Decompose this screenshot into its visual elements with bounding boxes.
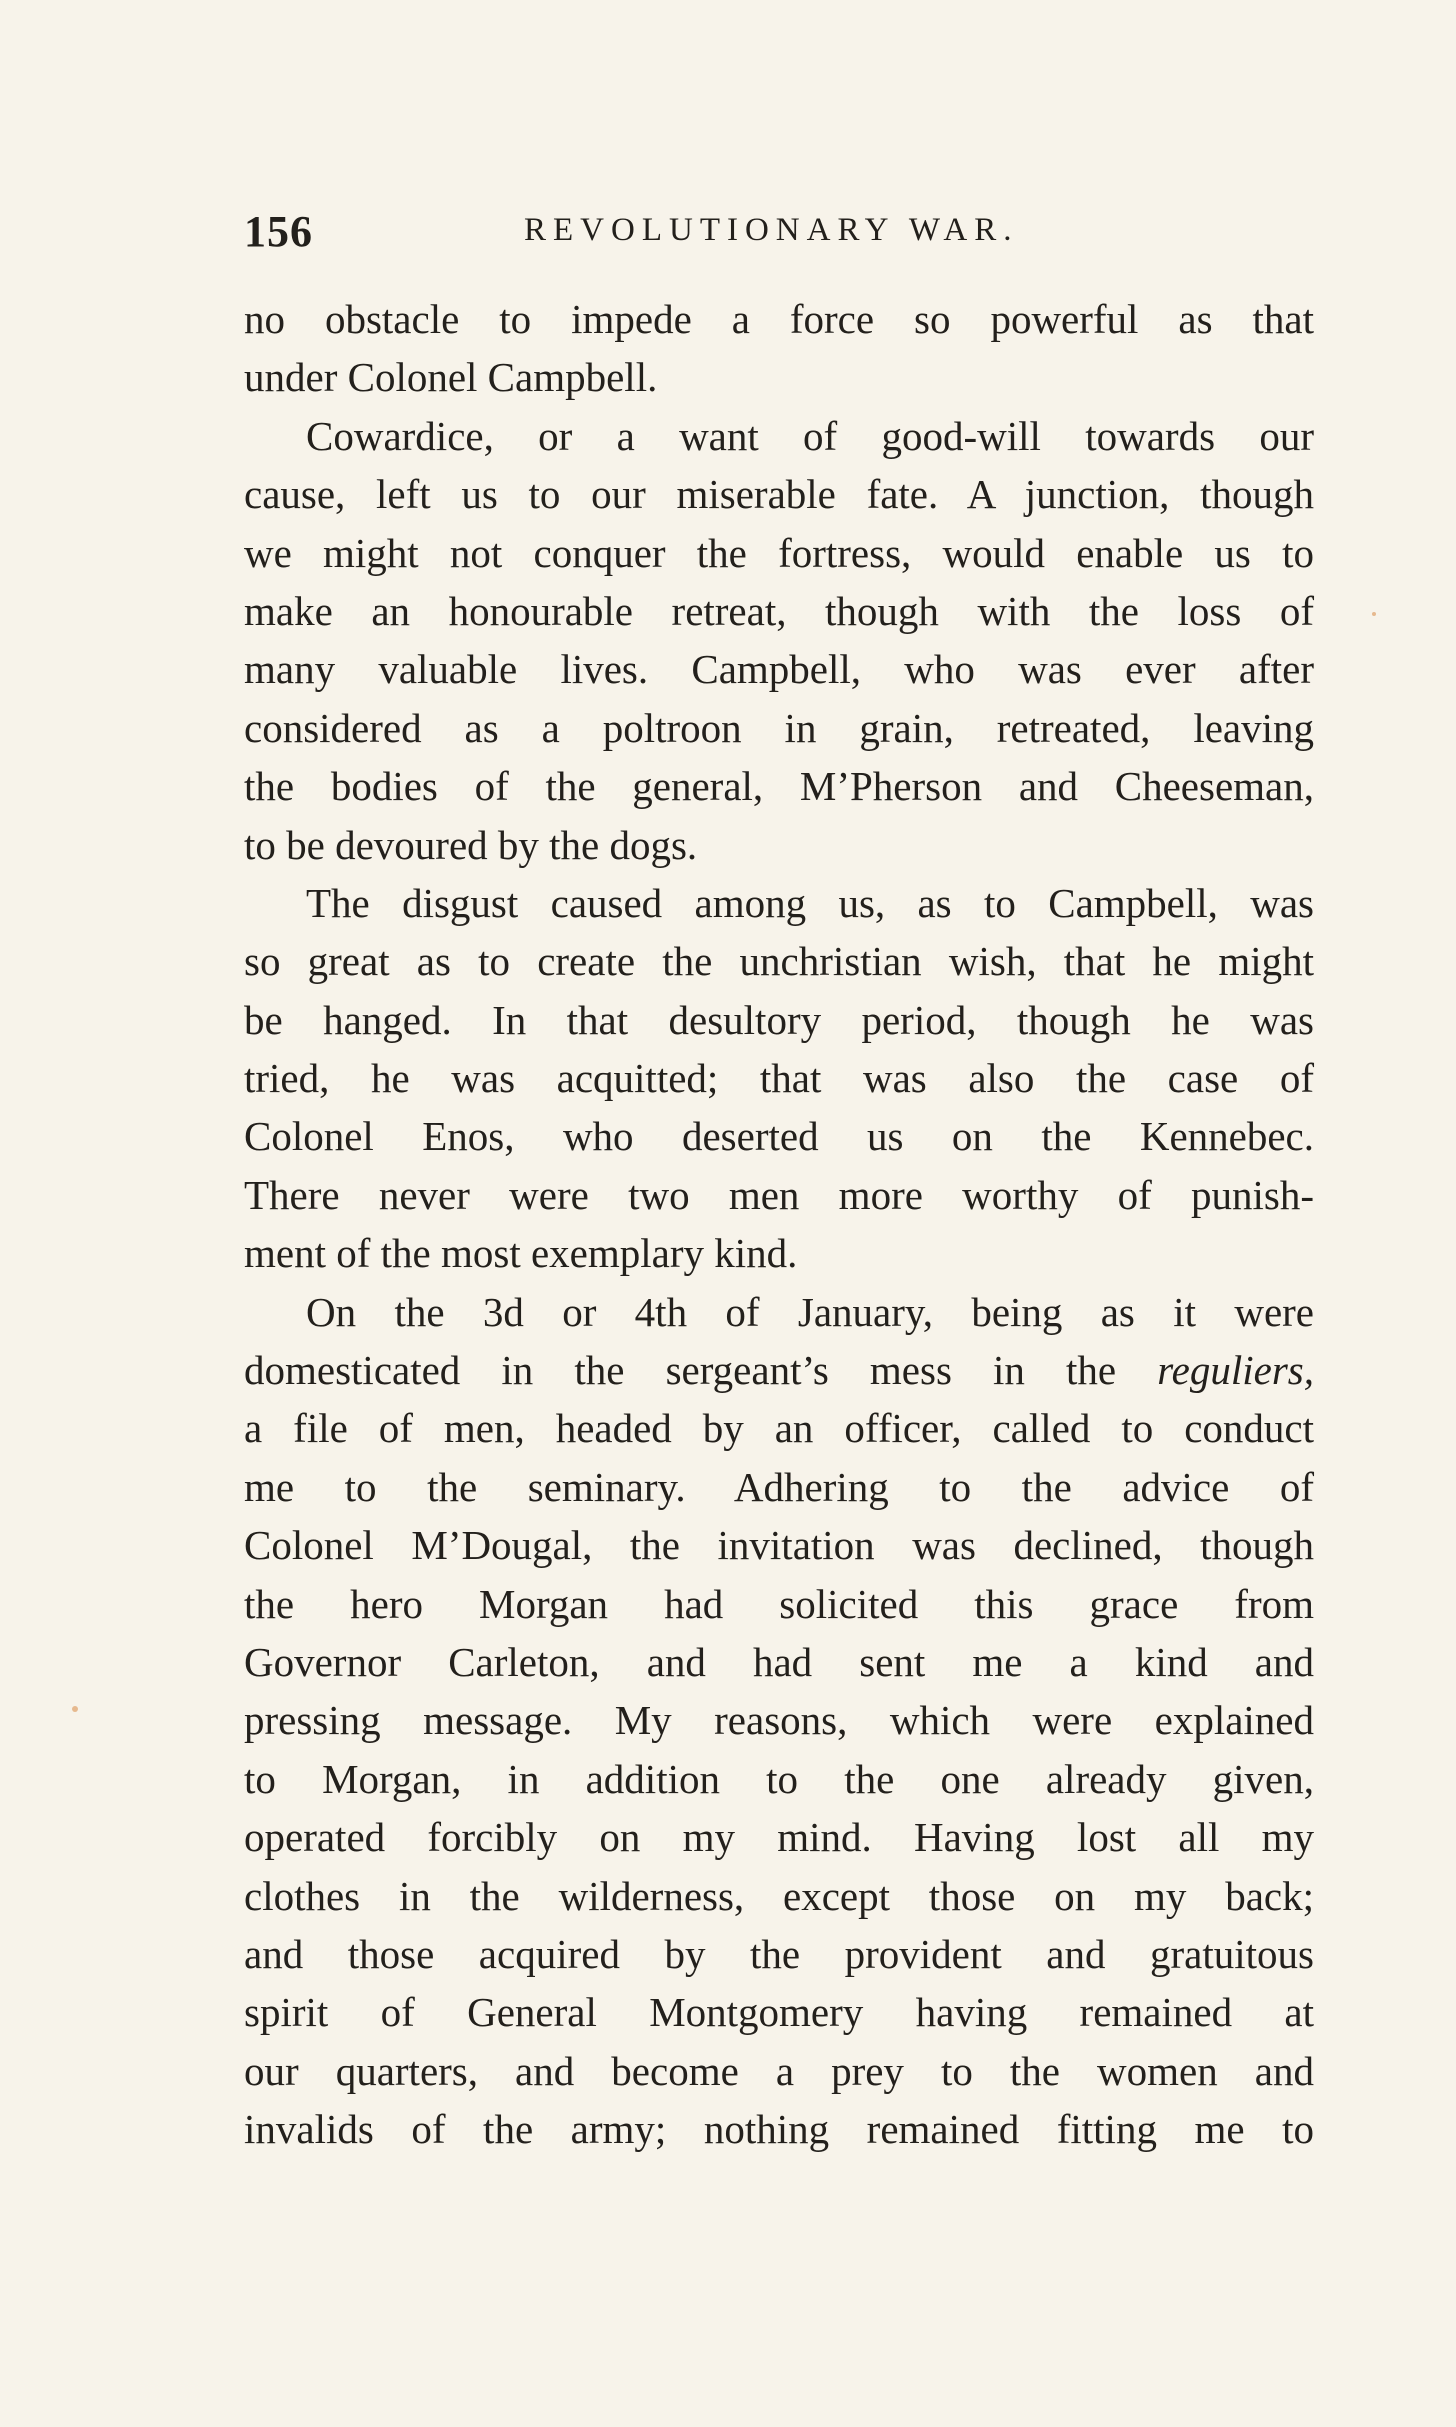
line-text: many valuable lives. Campbell, who was ever after xyxy=(244,646,1314,693)
line-text: to be devoured by the dogs. xyxy=(244,821,698,868)
line-text: Cowardice, or a want of good-will towards our xyxy=(306,412,1314,459)
line-text: we might not conquer the fortress, would enable us to xyxy=(244,529,1314,576)
text-line xyxy=(244,582,1314,640)
line-text: Colonel Enos, who deserted us on the Kennebec. xyxy=(244,1113,1314,1160)
running-title: REVOLUTIONARY WAR. xyxy=(524,212,1019,248)
text-line xyxy=(244,1867,1314,1925)
text-line xyxy=(244,524,1314,582)
line-text: under Colonel Campbell. xyxy=(244,354,658,401)
italic-text: reguliers, xyxy=(1157,1347,1314,1394)
text-line xyxy=(244,1399,1314,1457)
line-text: to Morgan, in addition to the one already given, xyxy=(244,1755,1314,1802)
text-line xyxy=(244,816,1314,874)
line-text: considered as a poltroon in grain, retreated, leaving xyxy=(244,704,1314,751)
line-text: The disgust caused among us, as to Campbell, was xyxy=(306,879,1314,926)
text-line xyxy=(244,1633,1314,1691)
text-line xyxy=(244,1107,1314,1165)
line-text: ment of the most exemplary kind. xyxy=(244,1230,798,1277)
line-text: clothes in the wilderness, except those on my back; xyxy=(244,1872,1314,1919)
line-text: our quarters, and become a prey to the women and xyxy=(244,2047,1314,2094)
text-line xyxy=(244,2042,1314,2100)
text-line xyxy=(244,991,1314,1049)
page-number: 156 xyxy=(244,207,313,256)
line-text: There never were two men more worthy of punish- xyxy=(244,1171,1314,1218)
line-text: domesticated in the sergeant’s mess in the xyxy=(244,1347,1158,1394)
text-line xyxy=(244,1049,1314,1107)
text-line xyxy=(244,1925,1314,1983)
text-line xyxy=(244,1166,1314,1224)
text-line xyxy=(244,1224,1314,1282)
text-line xyxy=(244,1691,1314,1749)
text-line xyxy=(244,465,1314,523)
text-line xyxy=(244,699,1314,757)
text-line xyxy=(244,290,1314,348)
text-line xyxy=(244,1808,1314,1866)
line-text: Colonel M’Dougal, the invitation was declined, though xyxy=(244,1522,1314,1569)
line-text: no obstacle to impede a force so powerful as that xyxy=(244,296,1314,342)
line-text: spirit of General Montgomery having remained at xyxy=(244,1989,1314,2036)
line-text: On the 3d or 4th of January, being as it were xyxy=(306,1288,1314,1335)
text-line xyxy=(244,1341,1314,1399)
line-text: pressing message. My reasons, which were explained xyxy=(244,1697,1314,1744)
line-text: and those acquired by the provident and gratuitous xyxy=(244,1930,1314,1977)
line-text: a file of men, headed by an officer, called to conduct xyxy=(244,1405,1314,1452)
line-text: make an honourable retreat, though with the loss of xyxy=(244,587,1314,634)
paper-speck xyxy=(72,1706,78,1712)
text-line xyxy=(244,1458,1314,1516)
line-text: so great as to create the unchristian wish, that he might xyxy=(244,938,1314,985)
line-text: the bodies of the general, M’Pherson and Cheeseman, xyxy=(244,763,1314,810)
text-line xyxy=(244,348,1314,406)
text-line xyxy=(244,2100,1314,2158)
text-line xyxy=(244,640,1314,698)
line-text: be hanged. In that desultory period, though he was xyxy=(244,996,1314,1043)
text-line xyxy=(244,1575,1314,1633)
text-line xyxy=(244,407,1314,465)
text-line xyxy=(244,757,1314,815)
text-line xyxy=(244,1283,1314,1341)
running-head xyxy=(244,206,1314,262)
line-text: Governor Carleton, and had sent me a kind and xyxy=(244,1638,1314,1685)
text-line xyxy=(244,1750,1314,1808)
line-text: cause, left us to our miserable fate. A junction, though xyxy=(244,471,1314,518)
line-text: tried, he was acquitted; that was also the case of xyxy=(244,1055,1314,1102)
line-text: invalids of the army; nothing remained fitting me to xyxy=(244,2106,1314,2153)
body-text xyxy=(244,290,1314,2159)
text-line xyxy=(244,1983,1314,2041)
paper-speck xyxy=(1372,612,1376,616)
line-text: operated forcibly on my mind. Having lost all my xyxy=(244,1814,1314,1861)
text-line xyxy=(244,932,1314,990)
line-text: me to the seminary. Adhering to the advice of xyxy=(244,1463,1314,1510)
text-line xyxy=(244,874,1314,932)
text-line xyxy=(244,1516,1314,1574)
line-text: the hero Morgan had solicited this grace from xyxy=(244,1580,1314,1627)
